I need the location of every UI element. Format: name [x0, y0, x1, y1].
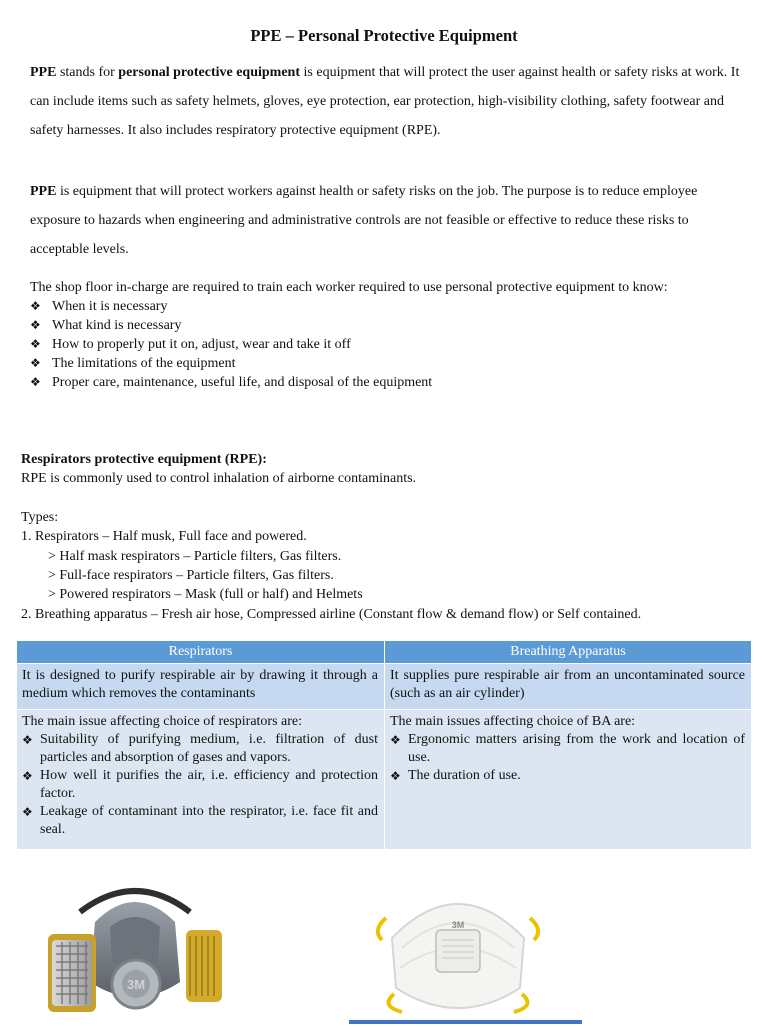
table-cell: It is designed to purify respirable air by drawing it through a medium which removes the contaminants — [17, 664, 385, 710]
subtype-half-mask: > Half mask respirators – Particle filters, Gas filters. — [48, 548, 342, 564]
rpe-description: RPE is commonly used to control inhalation of airborne contaminants. — [21, 471, 417, 487]
logo-3m: 3M — [126, 977, 146, 992]
list-item: ❖ How well it purifies the air, i.e. efficiency and protection factor. — [22, 768, 378, 801]
comparison-table — [16, 640, 752, 850]
respirators-issues-list — [22, 731, 378, 839]
respirators-issues-lead: The main issue affecting choice of respirators are: — [22, 714, 303, 729]
column-header-breathing-apparatus: Breathing Apparatus — [385, 641, 752, 664]
ppe-bold-2: PPE — [30, 184, 57, 199]
list-item: ❖ Suitability of purifying medium, i.e. filtration of dust particles and absorption of gases and vapors. — [22, 732, 378, 765]
diamond-bullet-icon: ❖ — [22, 733, 33, 747]
type-2: 2. Breathing apparatus – Fresh air hose, Compressed airline (Constant flow & demand flow) or Self contained. — [21, 606, 642, 622]
logo-3m-disposable: 3M — [451, 920, 465, 930]
intro1-text-a: stands for — [56, 65, 119, 80]
diamond-bullet-icon: ❖ — [22, 805, 33, 819]
diamond-bullet-icon: ❖ — [22, 769, 33, 783]
ppe-full-bold: personal protective equipment — [118, 65, 301, 80]
diamond-bullet-icon: ❖ — [30, 318, 41, 332]
ba-issues-lead: The main issues affecting choice of BA are: — [390, 714, 636, 729]
list-item: ❖ The duration of use. — [390, 768, 521, 783]
list-item: ❖ Proper care, maintenance, useful life, and disposal of the equipment — [30, 375, 433, 390]
half-mask-respirator-illustration — [40, 872, 230, 1024]
intro2-text: is equipment that will protect workers against health or safety risks on the job. The purpose is to reduce employee exposure to hazards when engineering and administrative controls are not feasible or effective to reduce these risks to acceptable levels. — [30, 184, 698, 257]
types-label: Types: — [21, 509, 59, 525]
intro1-text-b: is equipment that will protect the user against health or safety risks at work. It can include items such as safety helmets, gloves, eye protection, ear protection, high-visibility clothing, safety footwear and safety harnesses. It also includes respiratory protective equipment (RPE). — [30, 65, 740, 138]
left-cartridge — [48, 934, 96, 1012]
ppe-bold: PPE — [30, 65, 57, 80]
subtype-powered: > Powered respirators – Mask (full or half) and Helmets — [48, 587, 363, 603]
list-item: ❖ What kind is necessary — [30, 318, 182, 333]
bottom-accent-bar — [349, 1020, 582, 1024]
ba-issues-list — [390, 731, 745, 785]
table-row — [17, 664, 752, 710]
diamond-bullet-icon: ❖ — [390, 769, 401, 783]
subtype-full-face: > Full-face respirators – Particle filters, Gas filters. — [48, 568, 334, 584]
table-row — [17, 710, 752, 850]
page-title: PPE – Personal Protective Equipment — [250, 26, 518, 45]
training-lead: The shop floor in-charge are required to train each worker required to use personal protective equipment to know: — [30, 280, 668, 295]
list-item: ❖ Ergonomic matters arising from the work and location of use. — [390, 732, 745, 765]
intro-paragraph-1 — [30, 58, 742, 145]
diamond-bullet-icon: ❖ — [30, 299, 41, 313]
half-mask-respirator-image — [40, 872, 230, 1024]
diamond-bullet-icon: ❖ — [30, 337, 41, 351]
disposable-respirator-illustration — [372, 878, 544, 1024]
diamond-bullet-icon: ❖ — [30, 375, 41, 389]
list-item: ❖ How to properly put it on, adjust, wear and take it off — [30, 337, 351, 352]
list-item: ❖ When it is necessary — [30, 299, 168, 314]
diamond-bullet-icon: ❖ — [30, 356, 41, 370]
list-item: ❖ Leakage of contaminant into the respirator, i.e. face fit and seal. — [22, 804, 378, 837]
list-item: ❖ The limitations of the equipment — [30, 356, 236, 371]
table-cell: It supplies pure respirable air from an uncontaminated source (such as an air cylinder) — [385, 664, 752, 710]
rpe-heading: Respirators protective equipment (RPE): — [21, 452, 267, 467]
disposable-respirator-image — [372, 878, 544, 1024]
table-cell — [385, 710, 752, 850]
training-list — [30, 297, 742, 392]
rpe-section — [21, 450, 751, 624]
diamond-bullet-icon: ❖ — [390, 733, 401, 747]
column-header-respirators: Respirators — [17, 641, 385, 664]
table-cell — [17, 710, 385, 850]
right-cartridge — [186, 930, 222, 1002]
type-1: 1. Respirators – Half musk, Full face and powered. — [21, 529, 307, 545]
training-section — [30, 278, 742, 392]
intro-paragraph-2 — [30, 177, 742, 264]
